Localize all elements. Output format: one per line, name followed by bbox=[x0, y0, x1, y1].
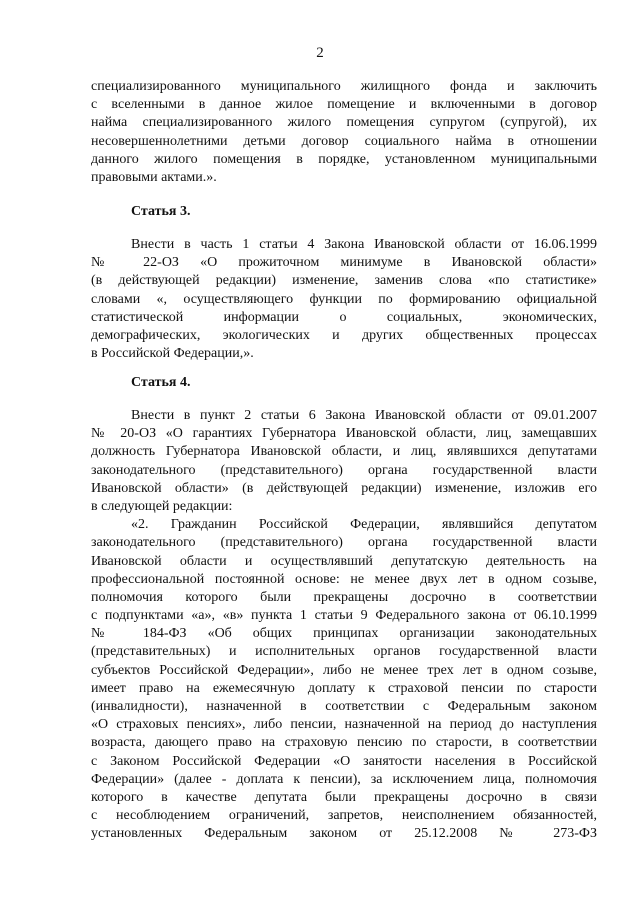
text-line: имеет право на ежемесячную доплату к страховой пенсии по старости bbox=[91, 680, 597, 696]
article-4-heading: Статья 4. bbox=[131, 375, 191, 390]
text-line: «2. Гражданин Российской Федерации, являвшийся депутатом bbox=[131, 517, 597, 533]
text-line: Внести в пункт 2 статьи 6 Закона Ивановской области от 09.01.2007 bbox=[131, 408, 597, 423]
text-line: которого в качестве депутата были прекращены досрочно в связи bbox=[91, 789, 597, 805]
text-line: данного жилого помещения в порядке, установленном муниципальными bbox=[91, 151, 597, 167]
paragraph-continuation bbox=[91, 78, 597, 187]
text-line: № 20-ОЗ «О гарантиях Губернатора Ивановской области, лиц, замещавших bbox=[91, 426, 597, 442]
text-line: специализированного муниципального жилищного фонда и заключить bbox=[91, 79, 597, 94]
text-line: (представительных) и исполнительных органов государственной власти bbox=[91, 644, 597, 660]
text-line: словами «, осуществляющего функции по формированию официальной bbox=[91, 291, 597, 307]
text-line: № 184-ФЗ «Об общих принципах организации законодательных bbox=[91, 626, 597, 642]
text-line: субъектов Российской Федерации», либо не менее трех лет в одном созыве, bbox=[91, 662, 597, 678]
text-line: законодательного (представительного) органа государственной власти bbox=[91, 462, 597, 478]
text-line: найма специализированного жилого помещения супругом (супругой), их bbox=[91, 115, 597, 131]
text-line: правовыми актами.». bbox=[91, 169, 217, 185]
text-line: с вселенными в данное жилое помещение и включенными в договор bbox=[91, 97, 597, 113]
text-line: в следующей редакции: bbox=[91, 498, 233, 514]
text-line: несовершеннолетними детьми договор социального найма в отношении bbox=[91, 133, 597, 149]
text-line: Внести в часть 1 статьи 4 Закона Ивановской области от 16.06.1999 bbox=[131, 237, 597, 252]
text-line: статистической информации о социальных, экономических, bbox=[91, 309, 597, 325]
article-4-body bbox=[91, 407, 597, 844]
text-line: законодательного (представительного) органа государственной власти bbox=[91, 535, 597, 551]
text-line: (в действующей редакции) изменение, заменив слова «по статистике» bbox=[91, 273, 597, 289]
text-line: с Законом Российской Федерации «О занятости населения в Российской bbox=[91, 753, 597, 769]
text-line: установленных Федеральным законом от 25.12.2008 № 273-ФЗ bbox=[91, 826, 597, 842]
text-line: с несоблюдением ограничений, запретов, неисполнением обязанностей, bbox=[91, 808, 597, 824]
text-line: демографических, экологических и других общественных процессах bbox=[91, 327, 597, 343]
article-3-body bbox=[91, 236, 597, 363]
text-line: в Российской Федерации,». bbox=[91, 346, 254, 362]
text-line: профессиональной постоянной основе: не менее двух лет в одном созыве, bbox=[91, 571, 597, 587]
text-line: Ивановской области и осуществлявший депутатскую деятельность на bbox=[91, 553, 597, 569]
text-line: (инвалидности), назначенной в соответствии с Федеральным законом bbox=[91, 699, 597, 714]
page-number: 2 bbox=[316, 45, 324, 61]
text-line: должность Губернатора Ивановской области, и лиц, являвшихся депутатами bbox=[91, 444, 597, 460]
text-line: Ивановской области» (в действующей редакции) изменение, изложив его bbox=[91, 480, 597, 496]
article-3-heading: Статья 3. bbox=[131, 204, 191, 219]
text-line: с подпунктами «а», «в» пункта 1 статьи 9 Федерального закона от 06.10.1999 bbox=[91, 608, 597, 624]
text-line: № 22-ОЗ «О прожиточном минимуме в Ивановской области» bbox=[91, 255, 597, 271]
text-line: возраста, дающего право на страховую пенсию по старости, в соответствии bbox=[91, 735, 597, 751]
text-line: полномочия которого были прекращены досрочно в соответствии bbox=[91, 589, 597, 605]
text-line: «О страховых пенсиях», либо пенсии, назначенной на период до наступления bbox=[91, 717, 597, 733]
text-line: Федерации» (далее - доплата к пенсии), за исключением лица, полномочия bbox=[91, 771, 597, 787]
